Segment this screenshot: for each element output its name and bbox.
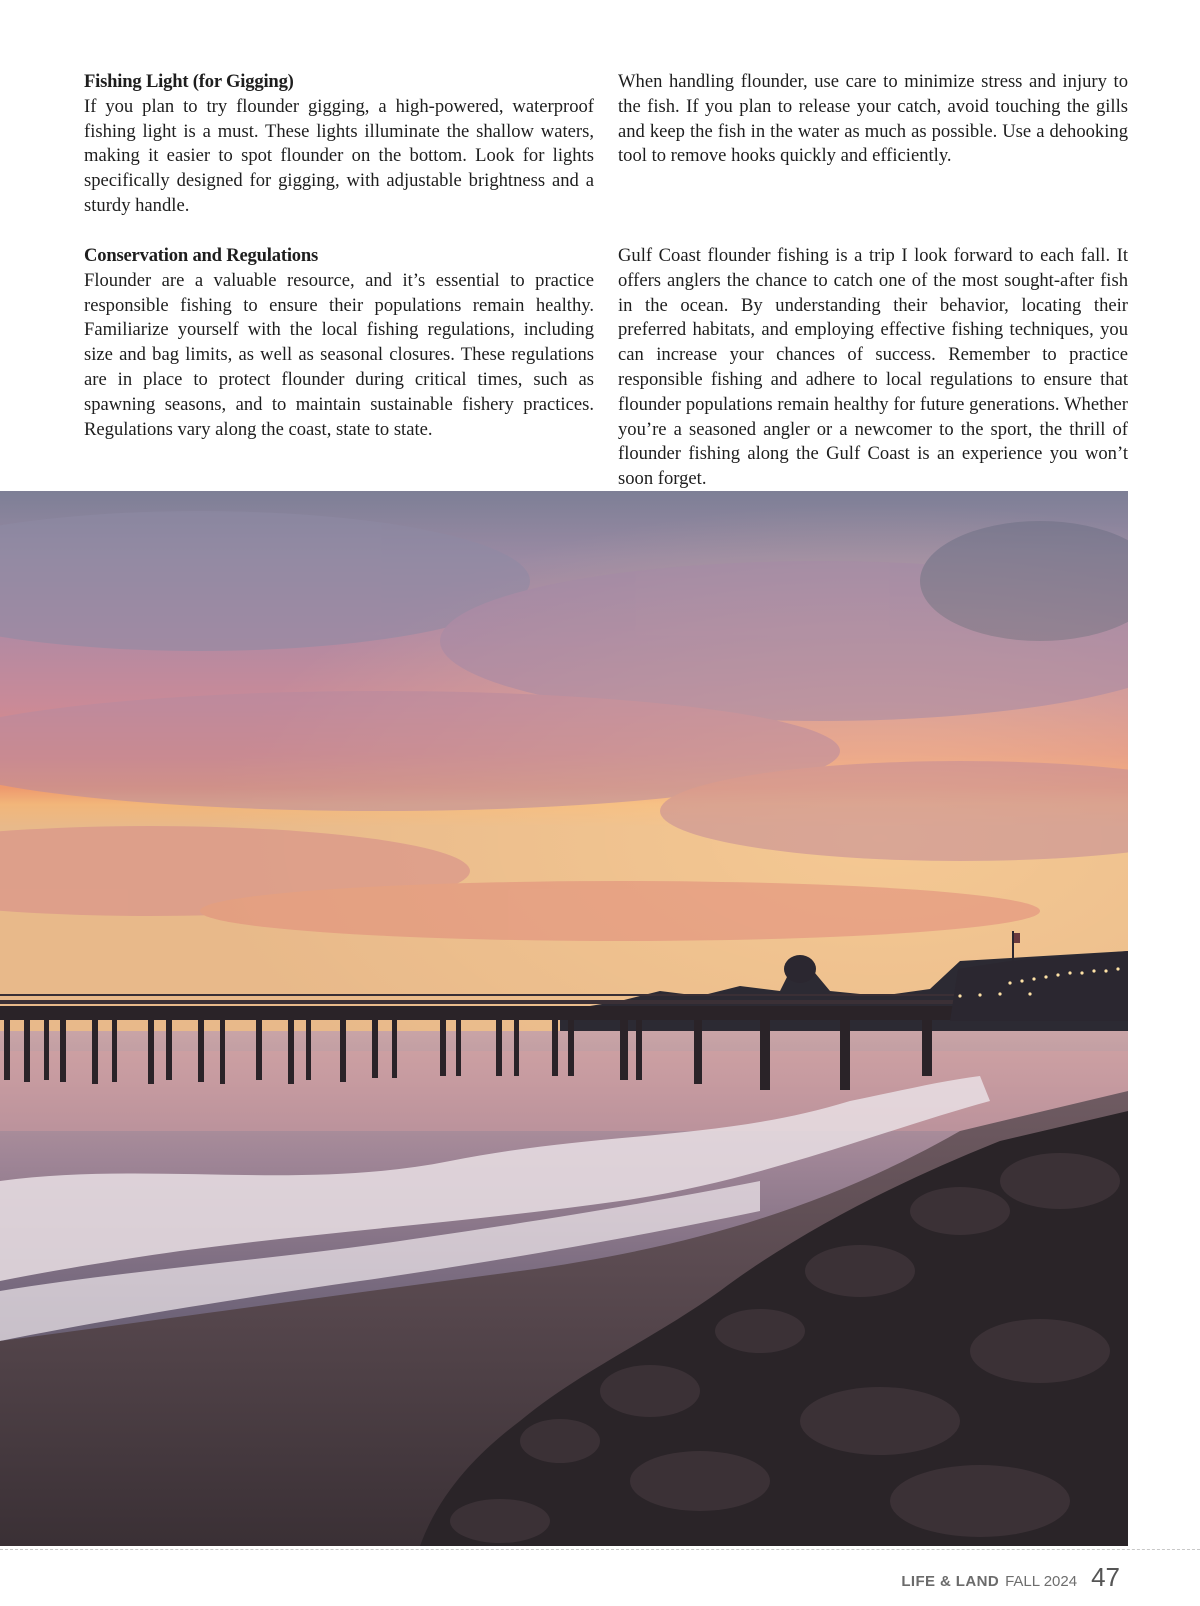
issue-label: FALL 2024 — [1005, 1573, 1078, 1590]
section-heading: Fishing Light (for Gigging) — [84, 71, 294, 92]
section-heading: Conservation and Regulations — [84, 245, 319, 266]
footer-divider — [0, 1549, 1200, 1550]
section-body: Gulf Coast flounder fishing is a trip I look forward to each fall. It offers anglers the chance to catch one of the most sought-after fish in the ocean. By understanding their behavior, locating their preferred habitats, and employing effective fishing techniques, you can increase your chances of success. Remember to practice responsible fishing and adhere to local regulations to ensure that flounder populations remain healthy for future generations. Whether you’re a seasoned angler or a newcomer to the sport, the thrill of flounder fishing along the Gulf Coast is an experience you won’t soon forget. — [618, 245, 1128, 490]
page-footer — [901, 1562, 1120, 1594]
section-conservation — [84, 244, 594, 442]
section-closing — [618, 244, 1128, 492]
magazine-name: LIFE & LAND — [901, 1573, 1000, 1590]
section-handling — [618, 70, 1128, 169]
section-body: When handling flounder, use care to minimize stress and injury to the fish. If you plan to release your catch, avoid touching the gills and keep the fish in the water as much as possible. Use a dehooking tool to remove hooks quickly and efficiently. — [618, 71, 1128, 167]
section-fishing-light — [84, 70, 594, 219]
section-body: If you plan to try flounder gigging, a high-powered, waterproof fishing light is a must. These lights illuminate the shallow waters, making it easier to spot flounder on the bottom. Look for lights specifically designed for gigging, with adjustable brightness and a sturdy handle. — [84, 95, 594, 216]
page-number: 47 — [1091, 1562, 1120, 1592]
sunset-pier-photo — [0, 491, 1128, 1546]
section-body: Flounder are a valuable resource, and it’s essential to practice responsible fishing to ensure their populations remain healthy. Familiarize yourself with the local fishing regulations, including size and bag limits, as well as seasonal closures. These regulations are in place to protect flounder during critical times, such as spawning seasons, and to maintain sustainable fishery practices. Regulations vary along the coast, state to state. — [84, 269, 594, 440]
